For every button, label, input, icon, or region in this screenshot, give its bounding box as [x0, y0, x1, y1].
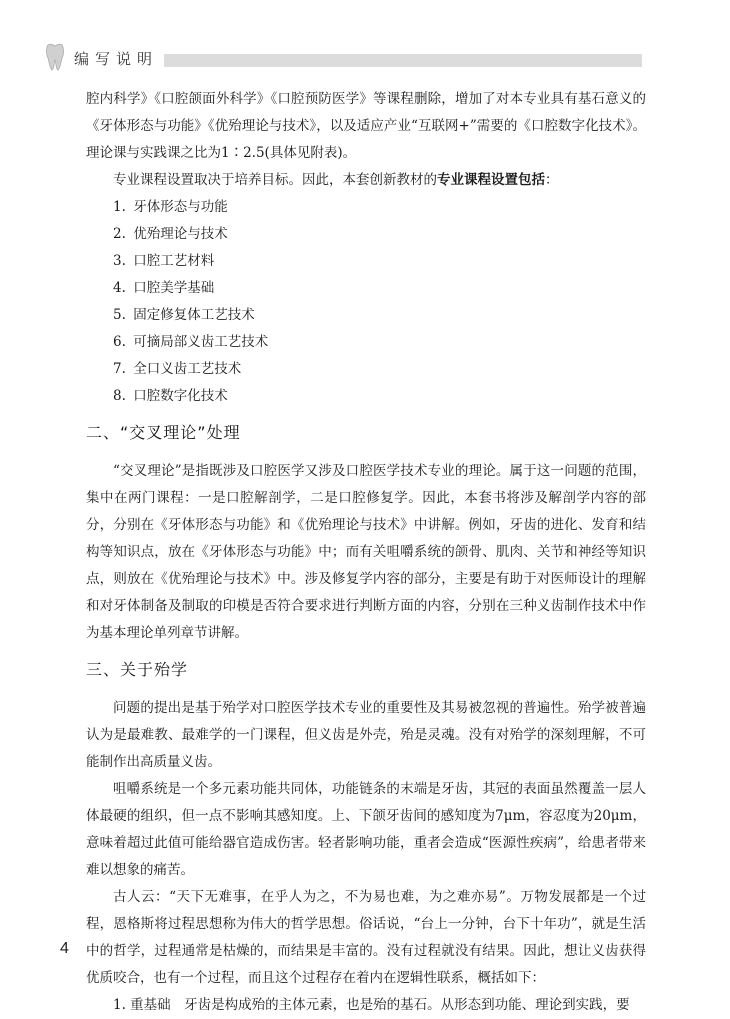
- list-item: [86, 302, 646, 329]
- list-item-label: 全口义齿工艺技术: [133, 361, 242, 377]
- list-item: [86, 383, 646, 410]
- course-intro-bold: 专业课程设置包括: [437, 172, 545, 188]
- point-paragraph: [86, 992, 646, 1019]
- list-item: [86, 356, 646, 383]
- occlusion-paragraph: 咀嚼系统是一个多元素功能共同体，功能链条的末端是牙齿，其冠的表面虽然覆盖一层人体最硬的组织，但一点不影响其感知度。上、下颌牙齿间的感知度为7μm，容忍度为20μm，意味着超过此值可能给器官造成伤害。轻者影响功能，重者会造成“医源性疾病”，给患者带来难以想象的痛苦。: [86, 781, 646, 878]
- occlusion-paragraph: 古人云：“天下无难事，在乎人为之，不为易也难，为之难亦易”。万物发展都是一个过程，恩格斯将过程思想称为伟大的哲学思想。俗话说，“台上一分钟，台下十年功”，就是生活中的哲学，过程通常是枯燥的，而结果是丰富的。没有过程就没有结果。因此，想让义齿获得优质咬合，也有一个过程，而且这个过程存在着内在逻辑性联系，概括如下：: [86, 889, 646, 986]
- page-body: [86, 86, 646, 1019]
- list-item-label: 优殆理论与技术: [133, 226, 228, 242]
- course-list: [86, 194, 646, 410]
- occlusion-paragraph: 问题的提出是基于殆学对口腔医学技术专业的重要性及其易被忽视的普遍性。殆学被普遍认为是最难教、最难学的一门课程，但义齿是外壳，殆是灵魂。没有对殆学的深刻理解，不可能制作出高质量义齿。: [86, 700, 646, 770]
- cross-theory-paragraph: “交叉理论”是指既涉及口腔医学又涉及口腔医学技术专业的理论。属于这一问题的范围，集中在两门课程：一是口腔解剖学，二是口腔修复学。因此，本套书将涉及解剖学内容的部分，分别在《牙体形态与功能》和《优殆理论与技术》中讲解。例如，牙齿的进化、发育和结构等知识点，放在《牙体形态与功能》中；而有关咀嚼系统的颌骨、肌肉、关节和神经等知识点，则放在《优殆理论与技术》中。涉及修复学内容的部分，主要是有助于对医师设计的理解和对牙体制备及制取的印模是否符合要求进行判断方面的内容，分别在三种义齿制作技术中作为基本理论单列章节讲解。: [86, 463, 646, 641]
- point-label: 1. 重基础: [113, 997, 171, 1013]
- list-item-label: 口腔数字化技术: [133, 388, 228, 404]
- point-text: 牙齿是构成殆的主体元素，也是殆的基石。从形态到功能、理论到实践，要: [184, 997, 630, 1013]
- list-item-number: 7.: [113, 361, 126, 377]
- page-number: 4: [60, 940, 69, 957]
- list-item-label: 牙体形态与功能: [133, 199, 228, 215]
- header-bar: [164, 54, 642, 67]
- list-item-number: 8.: [113, 388, 126, 404]
- list-item: [86, 248, 646, 275]
- course-intro: [86, 167, 646, 194]
- list-item-number: 4.: [113, 280, 126, 296]
- list-item: [86, 221, 646, 248]
- running-header: [44, 42, 642, 74]
- course-intro-before: 专业课程设置取决于培养目标。因此，本套创新教材的: [113, 172, 437, 188]
- list-item-label: 可摘局部义齿工艺技术: [133, 334, 269, 350]
- list-item-label: 固定修复体工艺技术: [133, 307, 255, 323]
- list-item: [86, 275, 646, 302]
- list-item-number: 2.: [113, 226, 126, 242]
- list-item-number: 5.: [113, 307, 126, 323]
- list-item-number: 1.: [113, 199, 126, 215]
- list-item-number: 6.: [113, 334, 126, 350]
- section-heading-occlusion: 三、关于殆学: [86, 660, 189, 679]
- list-item: [86, 194, 646, 221]
- list-item: [86, 329, 646, 356]
- course-intro-after: ：: [545, 172, 559, 188]
- section-heading-cross-theory: 二、“交叉理论”处理: [86, 423, 241, 442]
- list-item-label: 口腔工艺材料: [133, 253, 215, 269]
- tooth-icon: [44, 42, 66, 72]
- intro-paragraph: 腔内科学》《口腔颌面外科学》《口腔预防医学》等课程删除，增加了对本专业具有基石意义的《牙体形态与功能》《优殆理论与技术》，以及适应产业“互联网+”需要的《口腔数字化技术》。理论课与实践课之比为1∶2.5(具体见附表)。: [86, 91, 646, 161]
- list-item-label: 口腔美学基础: [133, 280, 215, 296]
- header-title: 编写说明: [74, 50, 159, 68]
- list-item-number: 3.: [113, 253, 126, 269]
